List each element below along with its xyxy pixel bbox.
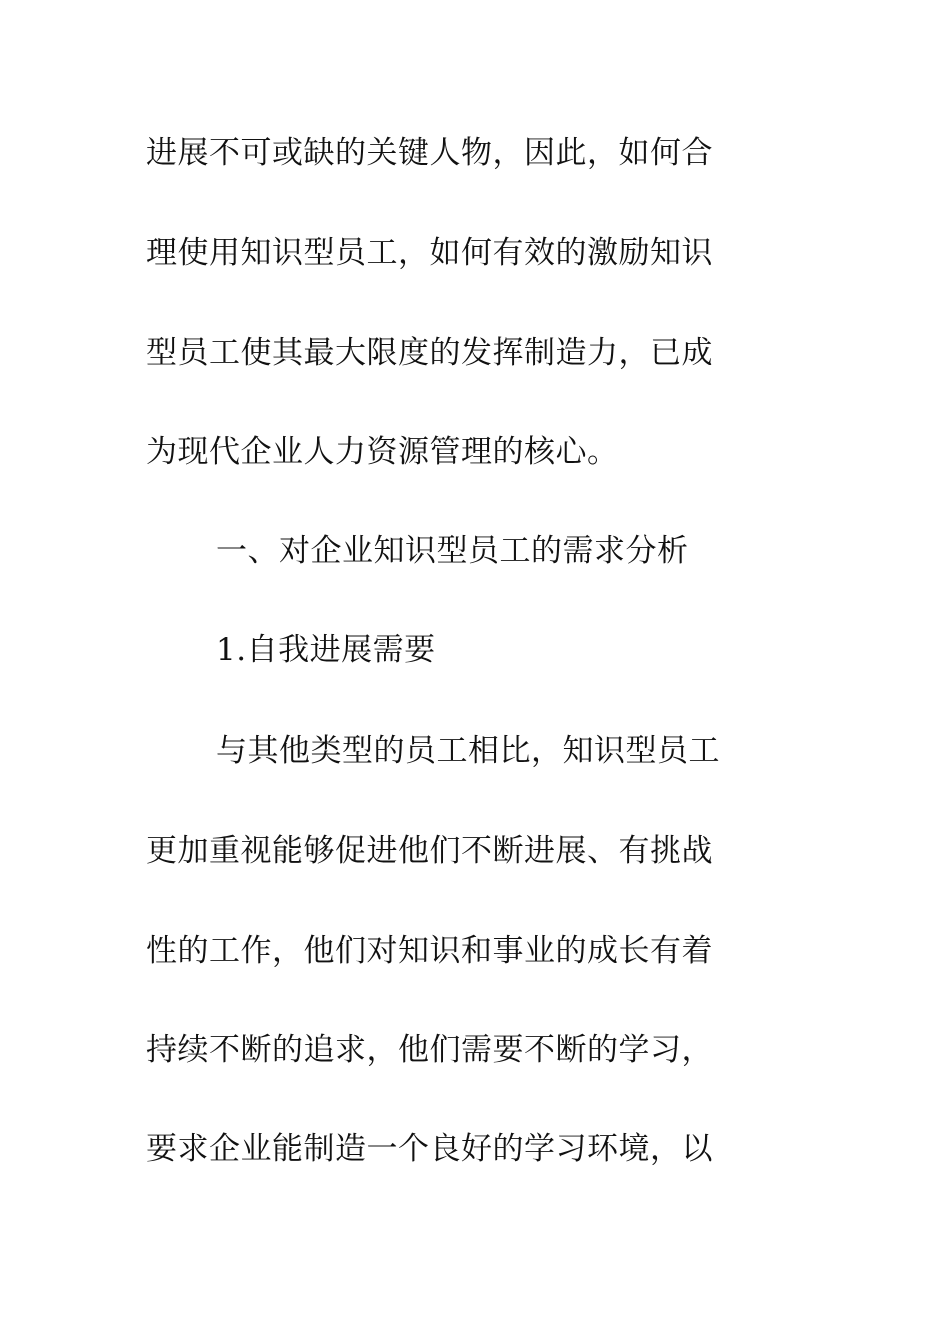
paragraph-line: 性的工作，他们对知识和事业的成长有着 xyxy=(146,933,713,969)
paragraph-line: 与其他类型的员工相比，知识型员工 xyxy=(216,733,720,769)
paragraph-line: 持续不断的追求，他们需要不断的学习， xyxy=(146,1032,713,1068)
paragraph-line: 更加重视能够促进他们不断进展、有挑战 xyxy=(146,833,713,869)
paragraph-line: 理使用知识型员工，如何有效的激励知识 xyxy=(146,235,713,271)
section-heading: 一、对企业知识型员工的需求分析 xyxy=(216,533,689,569)
paragraph-line: 为现代企业人力资源管理的核心。 xyxy=(146,434,619,470)
paragraph-line: 要求企业能制造一个良好的学习环境，以 xyxy=(146,1131,713,1167)
paragraph-line: 型员工使其最大限度的发挥制造力，已成 xyxy=(146,335,713,371)
paragraph-line: 进展不可或缺的关键人物，因此，如何合 xyxy=(146,135,713,171)
subsection-heading: 1.自我进展需要 xyxy=(216,632,436,668)
